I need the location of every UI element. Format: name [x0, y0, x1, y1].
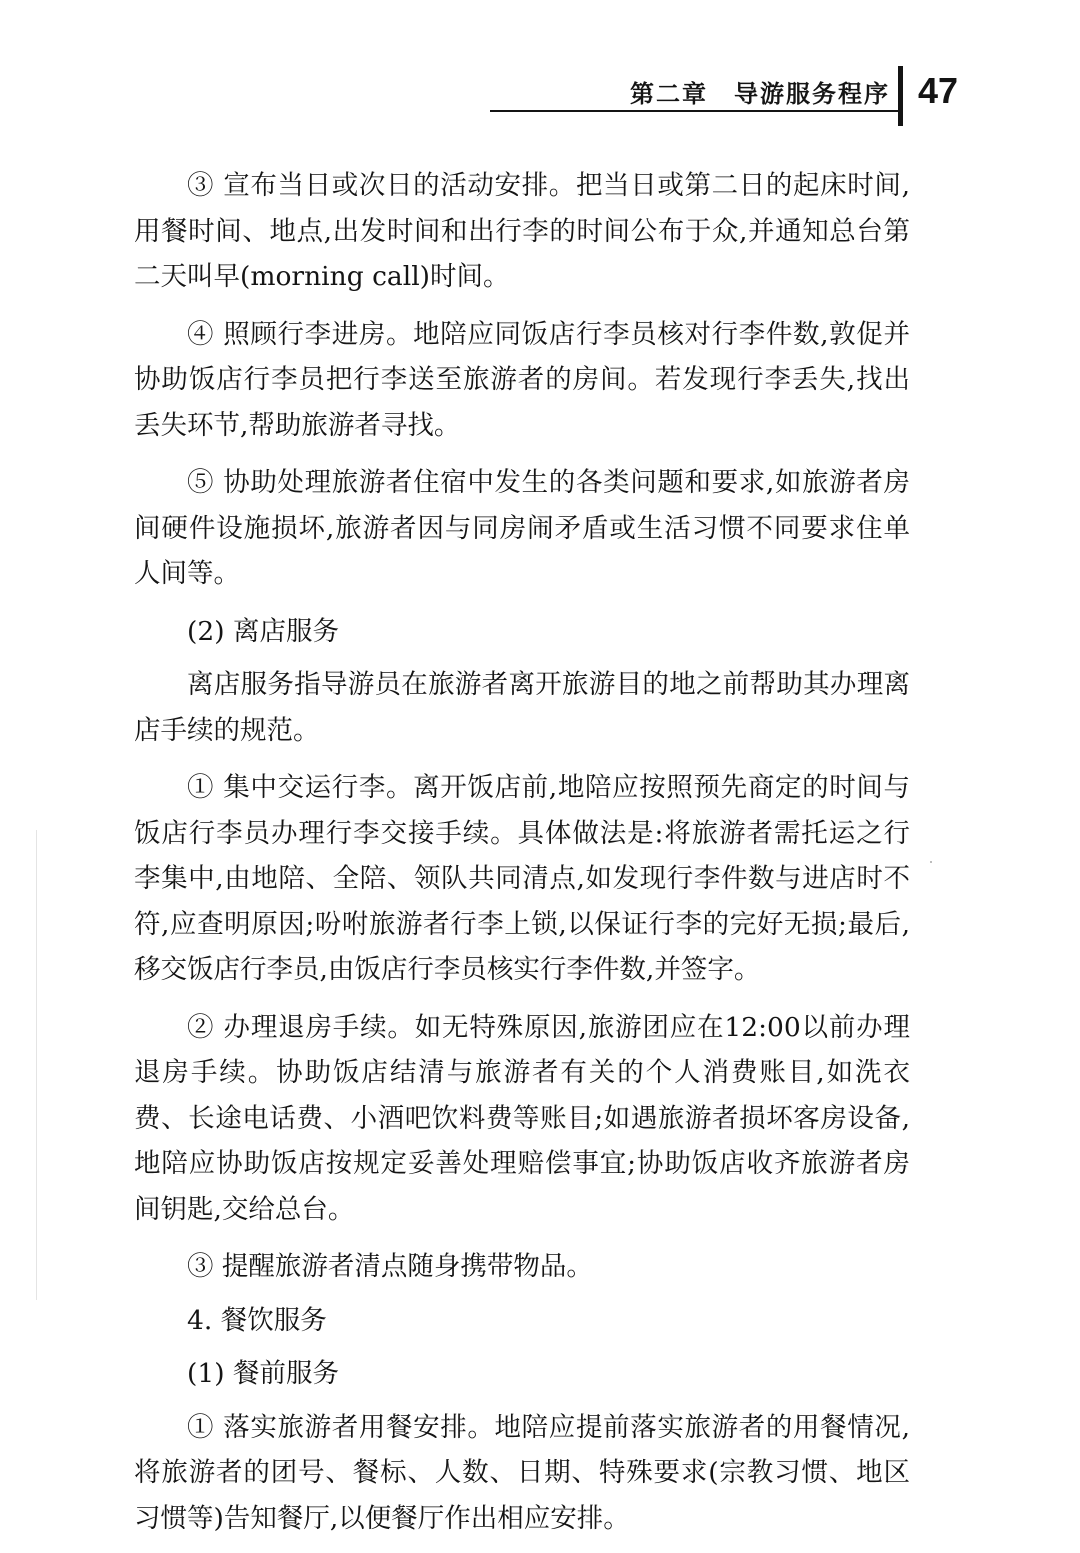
running-header-chapter: 第二章 导游服务程序 [630, 80, 890, 108]
paragraph-announce-schedule: ③ 宣布当日或次日的活动安排。把当日或第二日的起床时间,用餐时间、地点,出发时间和出行李的时间公布于众,并通知总台第二天叫早(morning call)时间。 [134, 170, 910, 292]
paragraph-luggage-to-room: ④ 照顾行李进房。地陪应同饭店行李员核对行李件数,敦促并协助饭店行李员把行李送至旅游者的房间。若发现行李丢失,找出丢失环节,帮助旅游者寻找。 [134, 318, 910, 441]
section-heading-dining: 4. 餐饮服务 [187, 1304, 327, 1336]
scan-artifact-line [36, 830, 37, 1300]
paragraph-meal-arrangement: ① 落实旅游者用餐安排。地陪应提前落实旅游者的用餐情况,将旅游者的团号、餐标、人数、日期、特殊要求(宗教习惯、地区习惯等)告知餐厅,以便餐厅作出相应安排。 [134, 1411, 910, 1534]
subheading-checkout-service: (2) 离店服务 [187, 615, 339, 647]
scan-artifact-dot [930, 861, 932, 863]
paragraph-lodging-problems: ⑤ 协助处理旅游者住宿中发生的各类问题和要求,如旅游者房间硬件设施损坏,旅游者因与同房闹矛盾或生活习惯不同要求住单人间等。 [134, 467, 910, 589]
subheading-pre-meal-service: (1) 餐前服务 [187, 1358, 339, 1389]
paragraph-checkout-procedure: ② 办理退房手续。如无特殊原因,旅游团应在12:00以前办理退房手续。协助饭店结清与旅游者有关的个人消费账目,如洗衣费、长途电话费、小酒吧饮料费等账目;如遇旅游者损坏客房设备,地陪应协助饭店按规定妥善处理赔偿事宜;协助饭店收齐旅游者房间钥匙,交给总台。 [134, 1011, 910, 1225]
body-text [134, 163, 910, 1553]
paragraph-checkout-definition: 离店服务指导游员在旅游者离开旅游目的地之前帮助其办理离店手续的规范。 [134, 669, 910, 746]
header-rule [490, 110, 898, 112]
page-number: 47 [918, 70, 959, 111]
paragraph-remind-belongings: ③ 提醒旅游者清点随身携带物品。 [187, 1251, 593, 1282]
paragraph-collect-luggage: ① 集中交运行李。离开饭店前,地陪应按照预先商定的时间与饭店行李员办理行李交接手续。具体做法是:将旅游者需托运之行李集中,由地陪、全陪、领队共同清点,如发现行李件数与进店时不符,应查明原因;吩咐旅游者行李上锁,以保证行李的完好无损;最后,移交饭店行李员,由饭店行李员核实行李件数,并签字。 [134, 772, 910, 985]
header-vertical-bar [898, 66, 903, 126]
